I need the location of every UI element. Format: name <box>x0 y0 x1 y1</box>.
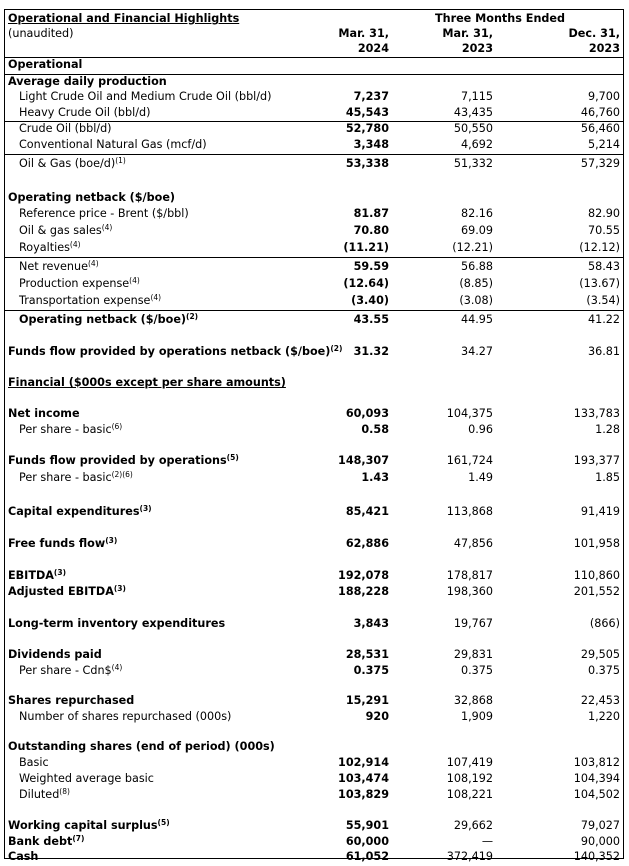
table-row <box>5 422 623 438</box>
section-operating-netback <box>5 190 623 206</box>
row-label-text: Royalties <box>19 241 70 254</box>
value-col-1: 85,421 <box>345 505 389 518</box>
row-label-text: Adjusted EBITDA <box>8 585 114 598</box>
row-label <box>19 223 112 239</box>
row-label-text: Capital expenditures <box>8 505 140 518</box>
row-label-text: Per share - basic <box>19 471 112 484</box>
value-col-2: 372,419 <box>446 850 493 863</box>
value-col-3: 5,214 <box>587 138 620 151</box>
row-label-text: Weighted average basic <box>19 772 154 785</box>
value-col-3: 110,860 <box>573 569 620 582</box>
row-label-text: Funds flow provided by operations netback ($/boe) <box>8 345 331 358</box>
table-row <box>5 276 623 292</box>
table-row <box>5 536 623 552</box>
value-col-2: 104,375 <box>446 407 493 420</box>
value-col-2: 44.95 <box>460 313 493 326</box>
value-col-3: 90,000 <box>580 835 620 848</box>
value-col-1: 920 <box>365 710 389 723</box>
value-col-1: 192,078 <box>338 569 389 582</box>
value-col-3: 22,453 <box>580 694 620 707</box>
footnote-marker: (4) <box>150 293 162 302</box>
section-operational <box>5 57 623 73</box>
value-col-1: 7,237 <box>353 90 389 103</box>
row-label <box>8 536 117 552</box>
column-header-1 <box>338 26 389 56</box>
value-col-1: 0.375 <box>353 664 389 677</box>
table-row <box>5 293 623 309</box>
value-col-3: 0.375 <box>587 664 620 677</box>
value-col-2: 1,909 <box>460 710 493 723</box>
value-col-1: 53,338 <box>345 157 389 170</box>
period-group-header: Three Months Ended <box>434 12 566 25</box>
footnote-marker: (4) <box>88 259 99 268</box>
value-col-3: 1,220 <box>587 710 620 723</box>
value-col-3: 104,502 <box>573 788 620 801</box>
value-col-2: 29,831 <box>453 648 493 661</box>
value-col-1: 103,474 <box>338 772 389 785</box>
value-col-2: 50,550 <box>453 122 493 135</box>
value-col-3: 101,958 <box>573 537 620 550</box>
value-col-1: 62,886 <box>345 537 389 550</box>
value-col-2: 32,868 <box>453 694 493 707</box>
value-col-2: 161,724 <box>446 454 493 467</box>
value-col-2: 178,817 <box>446 569 493 582</box>
value-col-3: (3.54) <box>586 294 620 307</box>
value-col-1: 45,543 <box>345 106 389 119</box>
table-row <box>5 259 623 275</box>
table-row <box>5 787 623 803</box>
value-col-3: 104,394 <box>573 772 620 785</box>
row-label <box>19 422 122 438</box>
footnote-marker: (5) <box>157 818 170 827</box>
value-col-3: 133,783 <box>573 407 620 420</box>
row-label <box>8 647 102 663</box>
footnote-marker: (4) <box>129 276 140 285</box>
value-col-3: 1.28 <box>595 423 620 436</box>
footnote-marker: (3) <box>105 536 118 545</box>
row-label-text: Bank debt <box>8 835 73 848</box>
table-row <box>5 406 623 422</box>
value-col-3: 79,027 <box>580 819 620 832</box>
row-label <box>19 276 140 292</box>
value-col-2: 69.09 <box>460 224 493 237</box>
column-header-3-line1: Dec. 31, <box>568 27 620 40</box>
footnote-marker: (1) <box>115 156 126 165</box>
row-label-text: Net revenue <box>19 260 88 273</box>
table-row <box>5 709 623 725</box>
value-col-2: 113,868 <box>446 505 493 518</box>
value-col-3: 58.43 <box>587 260 620 273</box>
value-col-2: 51,332 <box>453 157 493 170</box>
value-col-1: (12.64) <box>343 277 389 290</box>
section-financial <box>5 375 623 391</box>
value-col-3: 70.55 <box>587 224 620 237</box>
row-label <box>19 206 189 222</box>
row-label <box>8 406 80 422</box>
value-col-2: — <box>481 835 493 848</box>
table-row <box>5 771 623 787</box>
row-label-text: Operating netback ($/boe) <box>19 313 187 326</box>
value-col-2: 4,692 <box>460 138 493 151</box>
section-label: Average daily production <box>8 75 167 88</box>
table-row <box>5 223 623 239</box>
row-label <box>8 568 66 584</box>
value-col-1: 43.55 <box>353 313 389 326</box>
value-col-3: (13.67) <box>579 277 620 290</box>
value-col-3: (866) <box>589 617 620 630</box>
row-label <box>8 453 239 469</box>
value-col-2: 198,360 <box>446 585 493 598</box>
table-row <box>5 453 623 469</box>
row-label-text: Crude Oil (bbl/d) <box>19 122 112 135</box>
table-row <box>5 616 623 632</box>
value-col-2: (12.21) <box>452 241 493 254</box>
row-label <box>19 771 154 787</box>
value-col-2: 82.16 <box>460 207 493 220</box>
section-label: Operating netback ($/boe) <box>8 191 176 204</box>
row-label-text: Production expense <box>19 277 130 290</box>
row-label-text: Oil & Gas (boe/d) <box>19 157 116 170</box>
value-col-3: 193,377 <box>573 454 620 467</box>
value-col-2: 108,221 <box>446 788 493 801</box>
value-col-2: 0.96 <box>468 423 493 436</box>
value-col-3: 103,812 <box>573 756 620 769</box>
table-row <box>5 834 623 850</box>
value-col-3: 36.81 <box>587 345 620 358</box>
value-col-3: 29,505 <box>580 648 620 661</box>
footnote-marker: (6) <box>111 422 123 431</box>
table-row <box>5 240 623 256</box>
value-col-1: 1.43 <box>361 471 389 484</box>
table-row <box>5 584 623 600</box>
table-row <box>5 312 623 328</box>
value-col-2: 7,115 <box>460 90 493 103</box>
footnote-marker: (5) <box>226 453 239 462</box>
row-label-text: Number of shares repurchased (000s) <box>19 710 232 723</box>
row-label-text: Working capital surplus <box>8 819 158 832</box>
footnote-marker: (3) <box>53 568 66 577</box>
column-header-3 <box>569 26 620 56</box>
value-col-1: 81.87 <box>353 207 389 220</box>
column-header-1-line1: Mar. 31, <box>338 27 389 40</box>
value-col-1: 103,829 <box>338 788 389 801</box>
value-col-3: 140,352 <box>573 850 620 863</box>
subtitle-row <box>5 26 623 42</box>
value-col-1: 102,914 <box>338 756 389 769</box>
row-label <box>8 616 225 632</box>
column-header-1-line2: 2024 <box>357 42 389 55</box>
table-row <box>5 137 623 153</box>
table-row <box>5 105 623 121</box>
table-row <box>5 693 623 709</box>
row-label <box>19 755 49 771</box>
value-col-1: 55,901 <box>345 819 389 832</box>
row-label-text: Diluted <box>19 788 60 801</box>
value-col-3: 91,419 <box>580 505 620 518</box>
value-col-2: (8.85) <box>459 277 493 290</box>
highlights-table <box>4 9 624 863</box>
table-row <box>5 755 623 771</box>
value-col-1: 148,307 <box>338 454 389 467</box>
row-label <box>8 834 84 850</box>
column-header-3-line2: 2023 <box>588 42 620 55</box>
table-row <box>5 206 623 222</box>
row-label <box>8 584 126 600</box>
divider <box>5 154 623 155</box>
value-col-2: 108,192 <box>446 772 493 785</box>
row-label-text: Long-term inventory expenditures <box>8 617 226 630</box>
value-col-2: 1.49 <box>468 471 493 484</box>
table-row <box>5 89 623 105</box>
value-col-2: 43,435 <box>453 106 493 119</box>
value-col-1: 188,228 <box>338 585 389 598</box>
value-col-1: 3,348 <box>353 138 389 151</box>
table-row <box>5 663 623 679</box>
row-label <box>19 293 161 309</box>
column-header-2-line2: 2023 <box>461 42 493 55</box>
value-col-1: 61,052 <box>345 850 389 863</box>
column-header-2 <box>442 26 493 56</box>
table-row <box>5 156 623 172</box>
table-row <box>5 504 623 520</box>
divider <box>5 310 623 311</box>
value-col-1: 28,531 <box>345 648 389 661</box>
value-col-3: 56,460 <box>580 122 620 135</box>
footnote-marker: (4) <box>69 240 81 249</box>
section-outstanding-shares <box>5 739 623 755</box>
row-label <box>8 693 134 709</box>
row-label-text: Oil & gas sales <box>19 224 102 237</box>
row-label <box>19 89 272 105</box>
row-label-text: Reference price - Brent ($/bbl) <box>19 207 189 220</box>
value-col-1: 52,780 <box>345 122 389 135</box>
table-row <box>5 470 623 486</box>
row-label <box>19 709 231 725</box>
section-avg-production <box>5 74 623 90</box>
row-label <box>19 156 126 172</box>
value-col-2: 47,856 <box>453 537 493 550</box>
value-col-3: 46,760 <box>580 106 620 119</box>
divider <box>5 257 623 258</box>
column-header-2-line1: Mar. 31, <box>442 27 493 40</box>
value-col-3: 9,700 <box>587 90 620 103</box>
row-label-text: Basic <box>19 756 49 769</box>
footnote-marker: (4) <box>101 223 113 232</box>
row-label <box>8 818 170 834</box>
row-label-text: EBITDA <box>8 569 54 582</box>
value-col-3: 1.85 <box>595 471 620 484</box>
row-label <box>19 105 150 121</box>
footnote-marker: (3) <box>113 584 126 593</box>
row-label-text: Cash <box>8 850 39 863</box>
row-label-text: Light Crude Oil and Medium Crude Oil (bbl/d) <box>19 90 272 103</box>
row-label <box>19 663 122 679</box>
value-col-1: 70.80 <box>353 224 389 237</box>
footnote-marker: (2) <box>330 344 343 353</box>
table-row <box>5 344 623 360</box>
value-col-1: (3.40) <box>351 294 389 307</box>
row-label <box>8 849 38 865</box>
row-label-text: Funds flow provided by operations <box>8 454 227 467</box>
row-label <box>8 504 152 520</box>
row-label-text: Conventional Natural Gas (mcf/d) <box>19 138 207 151</box>
section-label: Financial ($000s except per share amounts) <box>8 376 286 389</box>
value-col-1: 31.32 <box>353 345 389 358</box>
row-label <box>19 470 133 486</box>
value-col-1: 0.58 <box>361 423 389 436</box>
row-label <box>19 240 81 256</box>
value-col-1: 60,000 <box>345 835 389 848</box>
row-label <box>19 137 207 153</box>
row-label <box>19 121 112 137</box>
value-col-2: (3.08) <box>459 294 493 307</box>
footnote-marker: (7) <box>72 834 85 843</box>
row-label-text: Per share - basic <box>19 423 112 436</box>
value-col-2: 107,419 <box>446 756 493 769</box>
table-row <box>5 568 623 584</box>
value-col-3: 201,552 <box>573 585 620 598</box>
value-col-1: 15,291 <box>345 694 389 707</box>
row-label-text: Free funds flow <box>8 537 106 550</box>
value-col-2: 29,662 <box>453 819 493 832</box>
row-label <box>19 787 70 803</box>
value-col-1: 3,843 <box>353 617 389 630</box>
value-col-3: 82.90 <box>587 207 620 220</box>
section-label: Outstanding shares (end of period) (000s) <box>8 740 275 753</box>
value-col-3: (12.12) <box>579 241 620 254</box>
value-col-2: 56.88 <box>460 260 493 273</box>
table-row <box>5 121 623 137</box>
footnote-marker: (3) <box>139 504 152 513</box>
row-label-text: Shares repurchased <box>8 694 135 707</box>
value-col-2: 0.375 <box>460 664 493 677</box>
row-label-text: Dividends paid <box>8 648 102 661</box>
table-row <box>5 647 623 663</box>
table-title: Operational and Financial Highlights <box>8 12 240 25</box>
table-row <box>5 849 623 865</box>
footnote-marker: (2)(6) <box>111 470 133 479</box>
row-label <box>19 259 99 275</box>
value-col-1: 60,093 <box>345 407 389 420</box>
row-label-text: Per share - Cdn$ <box>19 664 112 677</box>
footnote-marker: (2) <box>186 312 199 321</box>
value-col-3: 57,329 <box>580 157 620 170</box>
row-label-text: Heavy Crude Oil (bbl/d) <box>19 106 151 119</box>
row-label-text: Net income <box>8 407 80 420</box>
value-col-2: 34.27 <box>460 345 493 358</box>
row-label <box>19 312 198 328</box>
value-col-2: 19,767 <box>453 617 493 630</box>
unaudited-label: (unaudited) <box>8 27 74 40</box>
table-row <box>5 818 623 834</box>
row-label-text: Transportation expense <box>19 294 151 307</box>
footnote-marker: (8) <box>59 787 70 796</box>
footnote-marker: (4) <box>111 663 123 672</box>
value-col-1: (11.21) <box>343 241 389 254</box>
section-label: Operational <box>8 58 83 71</box>
value-col-3: 41.22 <box>587 313 620 326</box>
value-col-1: 59.59 <box>353 260 389 273</box>
